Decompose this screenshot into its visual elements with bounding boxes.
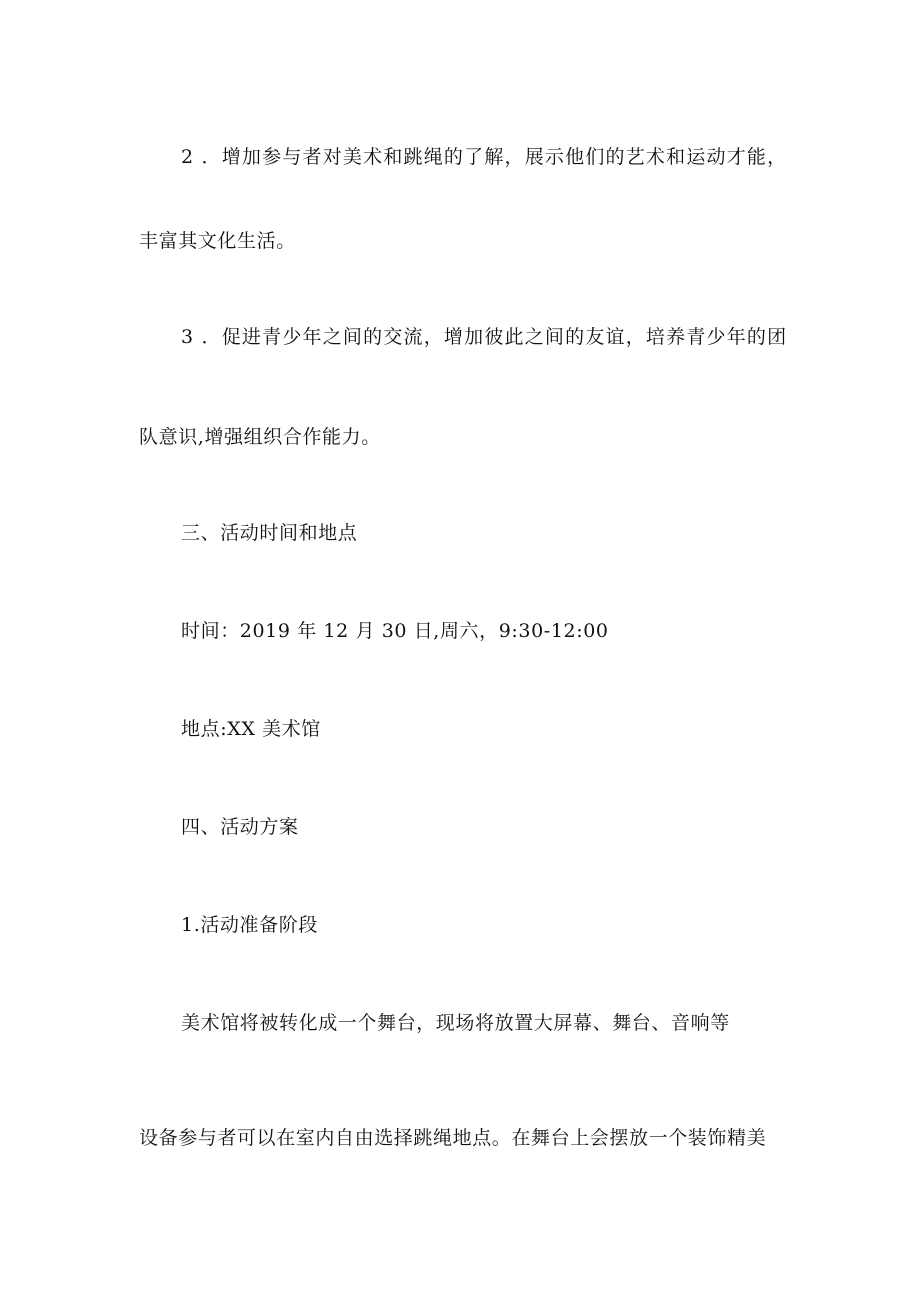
paragraph-goal-3: 3 ．促进青少年之间的交流，增加彼此之间的友谊，培养青少年的团 <box>181 326 788 348</box>
section-heading-plan: 四、活动方案 <box>181 816 299 838</box>
paragraph-goal-2: 2 ．增加参与者对美术和跳绳的了解，展示他们的艺术和运动才能， <box>181 146 788 168</box>
paragraph-preparation: 美术馆将被转化成一个舞台，现场将放置大屏幕、舞台、音响等 <box>181 1012 730 1034</box>
event-location: 地点:XX 美术馆 <box>181 718 321 740</box>
section-heading-time-location: 三、活动时间和地点 <box>181 522 358 544</box>
paragraph-preparation-continued: 设备参与者可以在室内自由选择跳绳地点。在舞台上会摆放一个装饰精美 <box>139 1127 767 1149</box>
subheading-preparation: 1.活动准备阶段 <box>181 914 318 936</box>
paragraph-goal-2-continued: 丰富其文化生活。 <box>139 230 296 252</box>
event-time: 时间：2019 年 12 月 30 日,周六，9:30-12:00 <box>181 620 609 642</box>
paragraph-goal-3-continued: 队意识,增强组织合作能力。 <box>139 426 381 448</box>
